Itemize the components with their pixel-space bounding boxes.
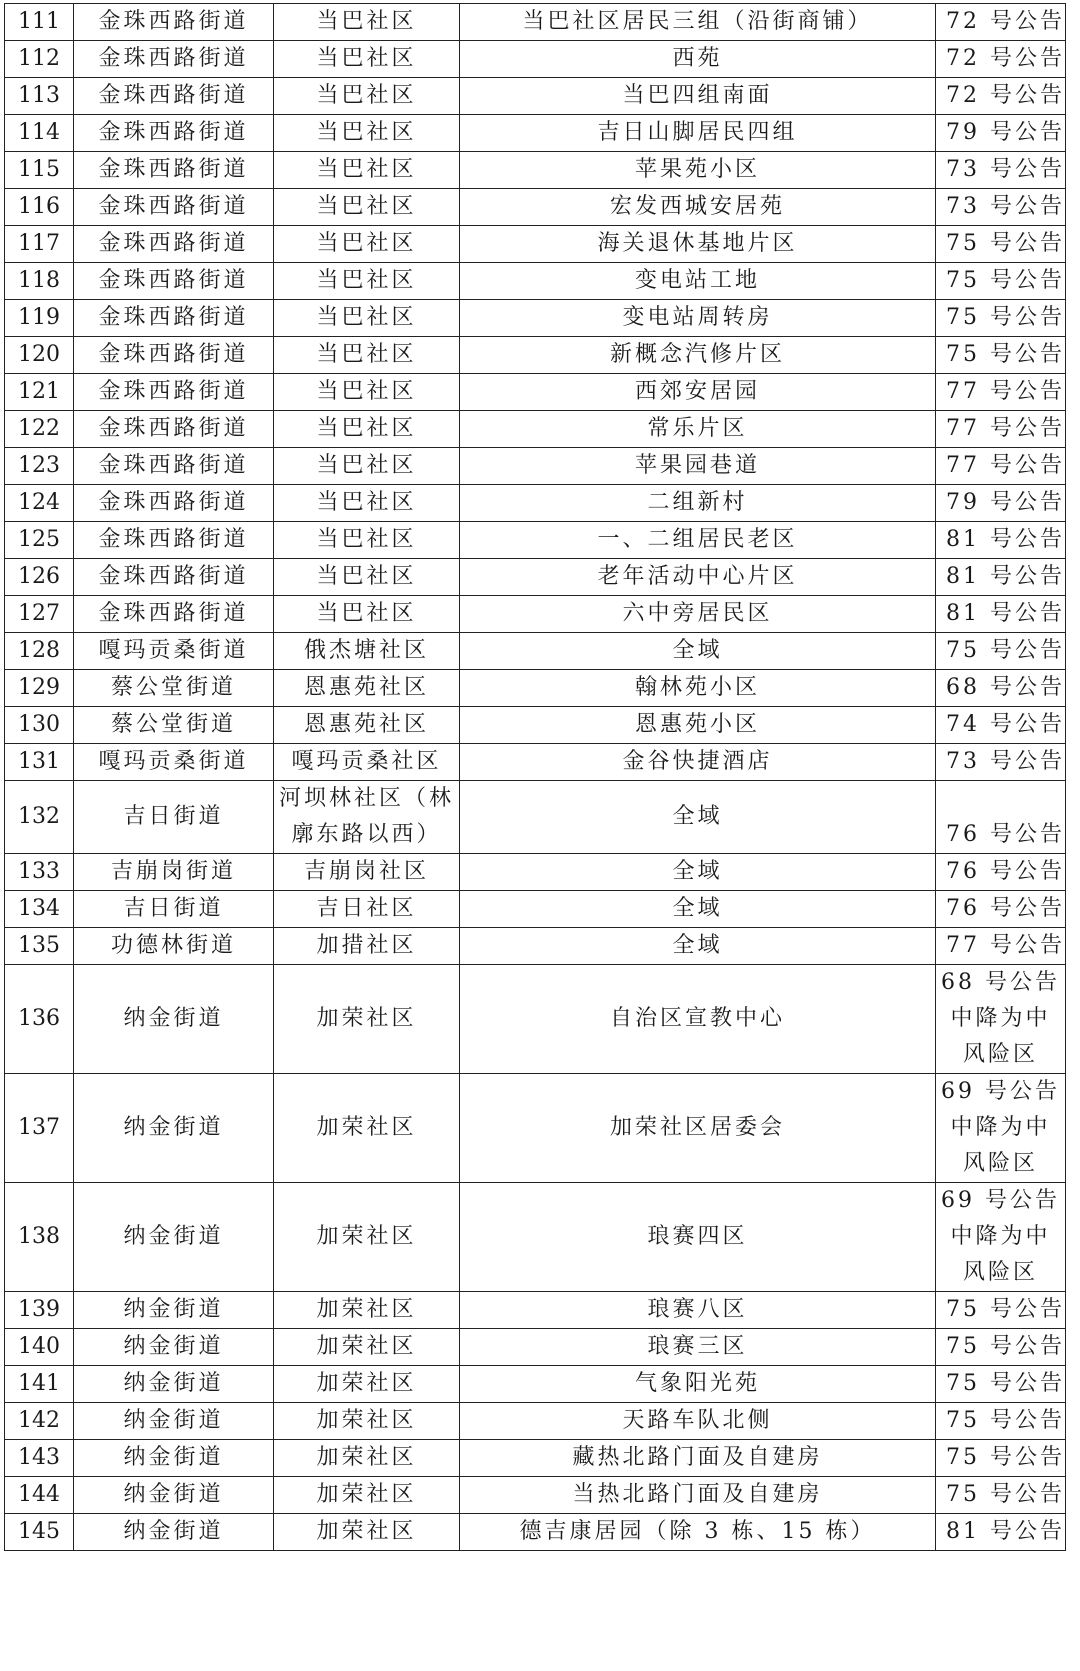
table-row bbox=[5, 707, 1066, 744]
cell-notice: 75 号公告 bbox=[936, 1440, 1066, 1477]
cell-notice: 75 号公告 bbox=[936, 1477, 1066, 1514]
cell-notice: 79 号公告 bbox=[936, 485, 1066, 522]
cell-community: 当巴社区 bbox=[274, 448, 460, 485]
cell-area: 西郊安居园 bbox=[460, 374, 936, 411]
cell-community: 当巴社区 bbox=[274, 337, 460, 374]
table-row bbox=[5, 1477, 1066, 1514]
cell-notice: 76 号公告 bbox=[936, 891, 1066, 928]
cell-notice: 72 号公告 bbox=[936, 4, 1066, 41]
cell-area: 气象阳光苑 bbox=[460, 1366, 936, 1403]
table-row bbox=[5, 41, 1066, 78]
cell-area: 全域 bbox=[460, 928, 936, 965]
cell-notice: 73 号公告 bbox=[936, 189, 1066, 226]
cell-notice: 73 号公告 bbox=[936, 152, 1066, 189]
cell-street: 纳金街道 bbox=[74, 1403, 274, 1440]
table-row bbox=[5, 744, 1066, 781]
cell-notice: 75 号公告 bbox=[936, 633, 1066, 670]
table-row bbox=[5, 4, 1066, 41]
cell-community: 当巴社区 bbox=[274, 115, 460, 152]
table-body bbox=[5, 4, 1066, 1551]
cell-number: 139 bbox=[5, 1292, 74, 1329]
cell-community: 吉日社区 bbox=[274, 891, 460, 928]
cell-community: 当巴社区 bbox=[274, 189, 460, 226]
cell-area: 藏热北路门面及自建房 bbox=[460, 1440, 936, 1477]
cell-number: 140 bbox=[5, 1329, 74, 1366]
table-row bbox=[5, 78, 1066, 115]
table-row bbox=[5, 263, 1066, 300]
cell-street: 功德林街道 bbox=[74, 928, 274, 965]
cell-notice: 76 号公告 bbox=[936, 854, 1066, 891]
cell-area: 老年活动中心片区 bbox=[460, 559, 936, 596]
cell-number: 145 bbox=[5, 1514, 74, 1551]
cell-street: 纳金街道 bbox=[74, 1514, 274, 1551]
table-row bbox=[5, 1183, 1066, 1292]
cell-area: 二组新村 bbox=[460, 485, 936, 522]
cell-area: 当巴四组南面 bbox=[460, 78, 936, 115]
cell-community: 嘎玛贡桑社区 bbox=[274, 744, 460, 781]
cell-number: 116 bbox=[5, 189, 74, 226]
cell-area: 全域 bbox=[460, 891, 936, 928]
cell-number: 113 bbox=[5, 78, 74, 115]
cell-street: 金珠西路街道 bbox=[74, 559, 274, 596]
cell-street: 金珠西路街道 bbox=[74, 41, 274, 78]
cell-number: 134 bbox=[5, 891, 74, 928]
cell-community: 当巴社区 bbox=[274, 4, 460, 41]
cell-number: 131 bbox=[5, 744, 74, 781]
cell-number: 118 bbox=[5, 263, 74, 300]
cell-area: 全域 bbox=[460, 781, 936, 854]
cell-street: 金珠西路街道 bbox=[74, 226, 274, 263]
cell-street: 纳金街道 bbox=[74, 1329, 274, 1366]
cell-notice: 75 号公告 bbox=[936, 1292, 1066, 1329]
cell-notice: 81 号公告 bbox=[936, 522, 1066, 559]
cell-street: 金珠西路街道 bbox=[74, 78, 274, 115]
table-row bbox=[5, 1329, 1066, 1366]
cell-notice: 81 号公告 bbox=[936, 596, 1066, 633]
cell-community: 当巴社区 bbox=[274, 374, 460, 411]
cell-number: 112 bbox=[5, 41, 74, 78]
cell-street: 金珠西路街道 bbox=[74, 263, 274, 300]
cell-community: 恩惠苑社区 bbox=[274, 670, 460, 707]
table-row bbox=[5, 485, 1066, 522]
cell-community: 加荣社区 bbox=[274, 1477, 460, 1514]
cell-area: 当巴社区居民三组（沿街商铺） bbox=[460, 4, 936, 41]
cell-area: 西苑 bbox=[460, 41, 936, 78]
table-row bbox=[5, 189, 1066, 226]
cell-street: 金珠西路街道 bbox=[74, 4, 274, 41]
cell-community: 加荣社区 bbox=[274, 1292, 460, 1329]
cell-notice: 77 号公告 bbox=[936, 374, 1066, 411]
cell-number: 135 bbox=[5, 928, 74, 965]
cell-number: 129 bbox=[5, 670, 74, 707]
cell-notice: 75 号公告 bbox=[936, 1403, 1066, 1440]
cell-street: 金珠西路街道 bbox=[74, 448, 274, 485]
cell-area: 加荣社区居委会 bbox=[460, 1074, 936, 1183]
table-row bbox=[5, 152, 1066, 189]
table-row bbox=[5, 448, 1066, 485]
cell-notice: 81 号公告 bbox=[936, 559, 1066, 596]
cell-community: 当巴社区 bbox=[274, 78, 460, 115]
cell-number: 120 bbox=[5, 337, 74, 374]
cell-notice: 75 号公告 bbox=[936, 337, 1066, 374]
table-row bbox=[5, 374, 1066, 411]
cell-street: 纳金街道 bbox=[74, 1477, 274, 1514]
table-row bbox=[5, 1440, 1066, 1477]
cell-area: 天路车队北侧 bbox=[460, 1403, 936, 1440]
cell-notice: 75 号公告 bbox=[936, 226, 1066, 263]
cell-community: 当巴社区 bbox=[274, 263, 460, 300]
cell-number: 114 bbox=[5, 115, 74, 152]
cell-area: 琅赛三区 bbox=[460, 1329, 936, 1366]
cell-area: 自治区宣教中心 bbox=[460, 965, 936, 1074]
table-row bbox=[5, 596, 1066, 633]
cell-area: 全域 bbox=[460, 633, 936, 670]
cell-number: 143 bbox=[5, 1440, 74, 1477]
cell-number: 132 bbox=[5, 781, 74, 854]
cell-street: 蔡公堂街道 bbox=[74, 670, 274, 707]
cell-notice: 68 号公告 bbox=[936, 670, 1066, 707]
cell-number: 144 bbox=[5, 1477, 74, 1514]
table-row bbox=[5, 1514, 1066, 1551]
table-row bbox=[5, 559, 1066, 596]
cell-community: 俄杰塘社区 bbox=[274, 633, 460, 670]
cell-community: 当巴社区 bbox=[274, 152, 460, 189]
cell-notice: 75 号公告 bbox=[936, 263, 1066, 300]
cell-street: 金珠西路街道 bbox=[74, 596, 274, 633]
table-row bbox=[5, 300, 1066, 337]
table-row bbox=[5, 670, 1066, 707]
cell-community: 河坝林社区（林廓东路以西） bbox=[274, 781, 460, 854]
cell-area: 琅赛八区 bbox=[460, 1292, 936, 1329]
cell-number: 122 bbox=[5, 411, 74, 448]
cell-notice: 74 号公告 bbox=[936, 707, 1066, 744]
cell-number: 123 bbox=[5, 448, 74, 485]
cell-area: 德吉康居园（除 3 栋、15 栋） bbox=[460, 1514, 936, 1551]
cell-notice: 72 号公告 bbox=[936, 41, 1066, 78]
cell-community: 加荣社区 bbox=[274, 1329, 460, 1366]
cell-community: 当巴社区 bbox=[274, 522, 460, 559]
table-row bbox=[5, 226, 1066, 263]
cell-street: 吉崩岗街道 bbox=[74, 854, 274, 891]
cell-notice: 72 号公告 bbox=[936, 78, 1066, 115]
cell-street: 吉日街道 bbox=[74, 891, 274, 928]
cell-area: 变电站周转房 bbox=[460, 300, 936, 337]
cell-notice: 81 号公告 bbox=[936, 1514, 1066, 1551]
cell-community: 加荣社区 bbox=[274, 1366, 460, 1403]
cell-street: 金珠西路街道 bbox=[74, 189, 274, 226]
cell-area: 六中旁居民区 bbox=[460, 596, 936, 633]
cell-notice: 69 号公告中降为中风险区 bbox=[936, 1183, 1066, 1292]
cell-number: 117 bbox=[5, 226, 74, 263]
table-row bbox=[5, 1366, 1066, 1403]
cell-street: 纳金街道 bbox=[74, 1366, 274, 1403]
cell-community: 当巴社区 bbox=[274, 226, 460, 263]
cell-notice: 77 号公告 bbox=[936, 411, 1066, 448]
table-row bbox=[5, 781, 1066, 854]
cell-street: 嘎玛贡桑街道 bbox=[74, 744, 274, 781]
cell-community: 加荣社区 bbox=[274, 1403, 460, 1440]
cell-area: 吉日山脚居民四组 bbox=[460, 115, 936, 152]
cell-area: 常乐片区 bbox=[460, 411, 936, 448]
cell-number: 136 bbox=[5, 965, 74, 1074]
cell-area: 全域 bbox=[460, 854, 936, 891]
cell-number: 137 bbox=[5, 1074, 74, 1183]
cell-street: 纳金街道 bbox=[74, 1074, 274, 1183]
cell-notice: 75 号公告 bbox=[936, 300, 1066, 337]
cell-community: 加荣社区 bbox=[274, 1514, 460, 1551]
cell-street: 金珠西路街道 bbox=[74, 337, 274, 374]
cell-number: 128 bbox=[5, 633, 74, 670]
cell-number: 142 bbox=[5, 1403, 74, 1440]
cell-community: 恩惠苑社区 bbox=[274, 707, 460, 744]
cell-community: 加荣社区 bbox=[274, 1183, 460, 1292]
cell-number: 124 bbox=[5, 485, 74, 522]
cell-area: 当热北路门面及自建房 bbox=[460, 1477, 936, 1514]
table-row bbox=[5, 1403, 1066, 1440]
table-row bbox=[5, 891, 1066, 928]
risk-area-table bbox=[4, 3, 1066, 1551]
cell-community: 加荣社区 bbox=[274, 1074, 460, 1183]
cell-community: 当巴社区 bbox=[274, 559, 460, 596]
cell-number: 130 bbox=[5, 707, 74, 744]
table-row bbox=[5, 115, 1066, 152]
cell-notice: 68 号公告中降为中风险区 bbox=[936, 965, 1066, 1074]
cell-community: 当巴社区 bbox=[274, 411, 460, 448]
cell-street: 纳金街道 bbox=[74, 1292, 274, 1329]
table-row bbox=[5, 633, 1066, 670]
cell-community: 加措社区 bbox=[274, 928, 460, 965]
cell-community: 当巴社区 bbox=[274, 41, 460, 78]
table-row bbox=[5, 522, 1066, 559]
cell-street: 纳金街道 bbox=[74, 1440, 274, 1477]
cell-area: 新概念汽修片区 bbox=[460, 337, 936, 374]
cell-area: 苹果园巷道 bbox=[460, 448, 936, 485]
cell-street: 金珠西路街道 bbox=[74, 374, 274, 411]
table-row bbox=[5, 1074, 1066, 1183]
cell-area: 一、二组居民老区 bbox=[460, 522, 936, 559]
cell-street: 金珠西路街道 bbox=[74, 411, 274, 448]
cell-number: 127 bbox=[5, 596, 74, 633]
cell-notice: 77 号公告 bbox=[936, 928, 1066, 965]
cell-community: 吉崩岗社区 bbox=[274, 854, 460, 891]
cell-street: 金珠西路街道 bbox=[74, 115, 274, 152]
cell-area: 苹果苑小区 bbox=[460, 152, 936, 189]
table-row bbox=[5, 337, 1066, 374]
table-row bbox=[5, 965, 1066, 1074]
cell-street: 金珠西路街道 bbox=[74, 485, 274, 522]
cell-street: 吉日街道 bbox=[74, 781, 274, 854]
cell-street: 蔡公堂街道 bbox=[74, 707, 274, 744]
cell-street: 纳金街道 bbox=[74, 1183, 274, 1292]
cell-area: 海关退休基地片区 bbox=[460, 226, 936, 263]
cell-area: 琅赛四区 bbox=[460, 1183, 936, 1292]
cell-number: 115 bbox=[5, 152, 74, 189]
cell-number: 126 bbox=[5, 559, 74, 596]
cell-community: 加荣社区 bbox=[274, 1440, 460, 1477]
cell-street: 金珠西路街道 bbox=[74, 300, 274, 337]
table-row bbox=[5, 928, 1066, 965]
cell-street: 嘎玛贡桑街道 bbox=[74, 633, 274, 670]
cell-notice: 79 号公告 bbox=[936, 115, 1066, 152]
cell-number: 125 bbox=[5, 522, 74, 559]
cell-number: 111 bbox=[5, 4, 74, 41]
cell-notice: 69 号公告中降为中风险区 bbox=[936, 1074, 1066, 1183]
cell-number: 141 bbox=[5, 1366, 74, 1403]
cell-notice: 76 号公告 bbox=[936, 781, 1066, 854]
cell-notice: 73 号公告 bbox=[936, 744, 1066, 781]
cell-notice: 75 号公告 bbox=[936, 1366, 1066, 1403]
cell-street: 纳金街道 bbox=[74, 965, 274, 1074]
cell-area: 恩惠苑小区 bbox=[460, 707, 936, 744]
table-row bbox=[5, 854, 1066, 891]
cell-street: 金珠西路街道 bbox=[74, 522, 274, 559]
cell-street: 金珠西路街道 bbox=[74, 152, 274, 189]
cell-community: 当巴社区 bbox=[274, 300, 460, 337]
cell-notice: 77 号公告 bbox=[936, 448, 1066, 485]
cell-community: 当巴社区 bbox=[274, 485, 460, 522]
cell-area: 金谷快捷酒店 bbox=[460, 744, 936, 781]
table-row bbox=[5, 1292, 1066, 1329]
cell-area: 变电站工地 bbox=[460, 263, 936, 300]
cell-number: 121 bbox=[5, 374, 74, 411]
cell-community: 当巴社区 bbox=[274, 596, 460, 633]
cell-area: 翰林苑小区 bbox=[460, 670, 936, 707]
cell-number: 138 bbox=[5, 1183, 74, 1292]
cell-number: 133 bbox=[5, 854, 74, 891]
cell-number: 119 bbox=[5, 300, 74, 337]
cell-community: 加荣社区 bbox=[274, 965, 460, 1074]
cell-notice: 75 号公告 bbox=[936, 1329, 1066, 1366]
cell-area: 宏发西城安居苑 bbox=[460, 189, 936, 226]
table-row bbox=[5, 411, 1066, 448]
